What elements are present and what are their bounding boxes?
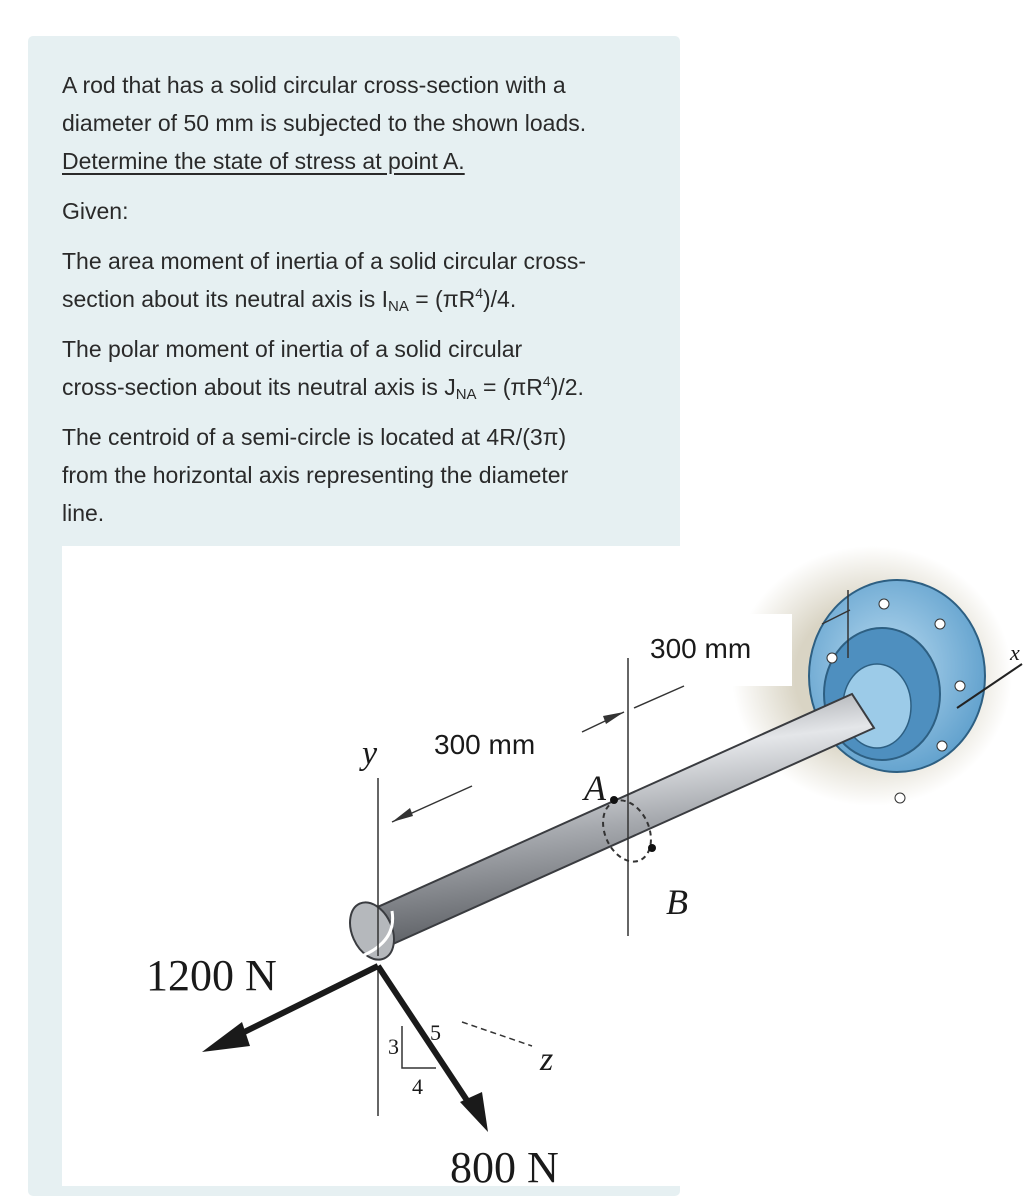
slope-4-label: 4: [412, 1074, 423, 1099]
inertia-end: )/4.: [483, 286, 517, 312]
given-label: Given:: [62, 198, 129, 224]
bolt-hole: [895, 793, 905, 803]
problem-text: [62, 66, 662, 544]
point-b-label: B: [666, 882, 688, 922]
task-link: Determine the state of stress at point A.: [62, 148, 465, 174]
z-axis-line: [462, 1022, 532, 1046]
x-axis-label: x: [1010, 640, 1020, 665]
force-1200-label: 1200 N: [146, 951, 277, 1000]
inertia-line-2: section about its neutral axis is I: [62, 286, 388, 312]
polar-line-2: cross-section about its neutral axis is J: [62, 374, 456, 400]
inertia-line-1: The area moment of inertia of a solid circular cross-: [62, 248, 587, 274]
polar-equation: = (πR: [476, 374, 543, 400]
polar-paragraph: [62, 330, 662, 406]
force-800-label: 800 N: [450, 1143, 559, 1186]
dim-arrow: [392, 808, 413, 822]
centroid-line-2: from the horizontal axis representing the diameter: [62, 462, 569, 488]
dim-top-line: [634, 686, 684, 708]
statement-line-1: A rod that has a solid circular cross-section with a: [62, 72, 566, 98]
point-a-marker: [610, 796, 618, 804]
polar-end: )/2.: [550, 374, 584, 400]
point-a-label: A: [584, 768, 606, 808]
centroid-line-3: line.: [62, 500, 105, 526]
z-axis-label: z: [540, 1041, 554, 1078]
dim-arrow: [603, 712, 624, 724]
centroid-paragraph: [62, 418, 662, 532]
y-axis-label: y: [362, 735, 378, 772]
slope-5-label: 5: [430, 1020, 441, 1045]
polar-superscript: 4: [542, 373, 551, 389]
inertia-equation: = (πR: [408, 286, 476, 312]
bolt-hole: [827, 653, 837, 663]
bolt-hole: [879, 599, 889, 609]
statement-line-2: diameter of 50 mm is subjected to the shown loads.: [62, 110, 587, 136]
bolt-hole: [955, 681, 965, 691]
force-1200-head: [202, 1022, 250, 1052]
centroid-line-1: The centroid of a semi-circle is located at 4R/(3π): [62, 424, 567, 450]
inertia-superscript: 4: [475, 285, 483, 301]
dim-top-label: 300 mm: [650, 633, 752, 664]
point-b-marker: [648, 844, 656, 852]
dim-mid-label: 300 mm: [434, 729, 536, 760]
inertia-subscript: NA: [388, 298, 409, 315]
rod-figure: [62, 546, 1026, 1186]
bolt-hole: [937, 741, 947, 751]
polar-subscript: NA: [455, 386, 477, 403]
problem-statement: [62, 66, 662, 180]
inertia-paragraph: [62, 242, 662, 318]
slope-3-label: 3: [388, 1034, 399, 1059]
polar-line-1: The polar moment of inertia of a solid circular: [62, 336, 523, 362]
bolt-hole: [935, 619, 945, 629]
